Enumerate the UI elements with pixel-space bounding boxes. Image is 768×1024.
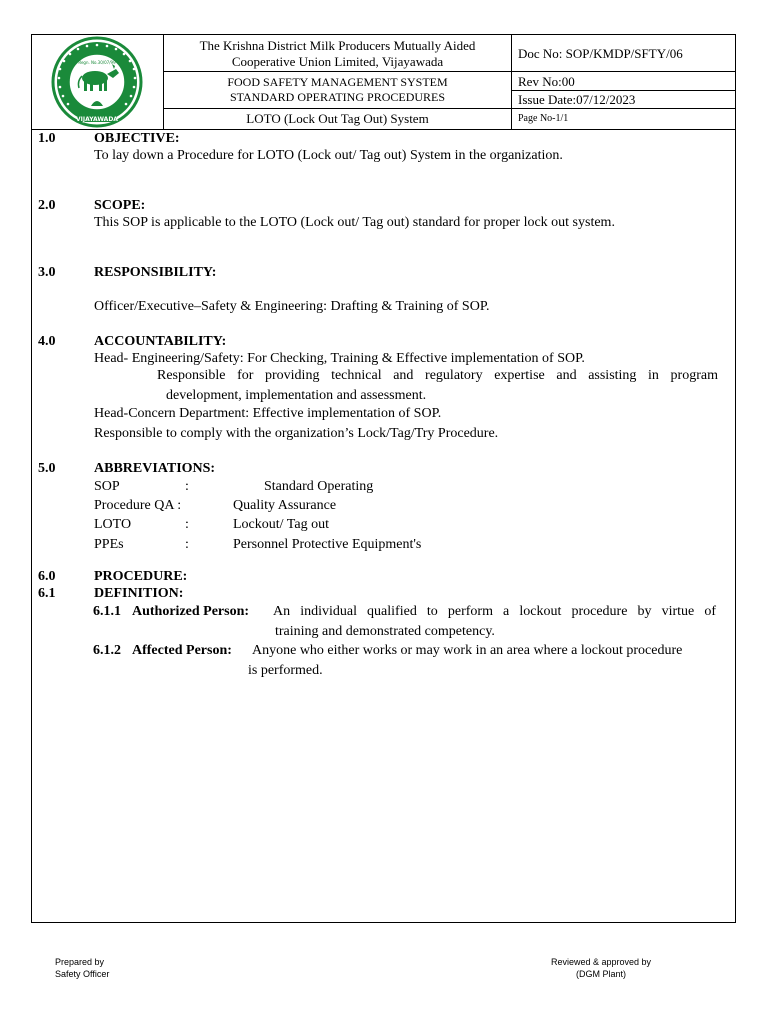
organization-name — [164, 38, 511, 70]
abbreviation-meaning-sop: Standard Operating — [264, 479, 374, 494]
abbreviation-sep-loto: : — [185, 517, 189, 532]
section-title-abbreviations: ABBREVIATIONS: — [94, 461, 216, 476]
section-number-procedure: 6.0 — [38, 569, 56, 584]
section-title-objective: OBJECTIVE: — [94, 131, 180, 146]
page-number: Page No-1/1 — [518, 113, 569, 124]
header-row-line-3 — [163, 108, 736, 109]
section-number-abbreviations: 5.0 — [38, 461, 56, 476]
definition-text-authorized-line2: training and demonstrated competency. — [275, 624, 495, 639]
organization-name-line1: The Krishna District Milk Producers Mutually Aided — [199, 38, 476, 53]
prepared-by-role: Safety Officer — [55, 969, 110, 979]
svg-text:VIJAYAWADA: VIJAYAWADA — [76, 116, 118, 123]
prepared-by — [55, 956, 109, 980]
doc-number: Doc No: SOP/KMDP/SFTY/06 — [518, 46, 683, 61]
accountability-line-1: Head- Engineering/Safety: For Checking, Training & Effective implementation of SOP. — [94, 351, 585, 366]
responsibility-text: Officer/Executive–Safety & Engineering: Drafting & Training of SOP. — [94, 299, 490, 314]
definition-term-affected: Affected Person: — [132, 643, 232, 658]
organization-name-line2: Cooperative Union Limited, Vijayawada — [231, 54, 444, 69]
abbreviation-term-ppes: PPEs — [94, 537, 124, 552]
abbreviation-meaning-ppes: Personnel Protective Equipment's — [233, 537, 422, 552]
system-name-line2: STANDARD OPERATING PROCEDURES — [229, 90, 446, 104]
abbreviation-meaning-qa: Quality Assurance — [233, 498, 337, 513]
prepared-by-label: Prepared by — [55, 957, 105, 967]
section-number-responsibility: 3.0 — [38, 265, 56, 280]
subsection-title-definition: DEFINITION: — [94, 586, 184, 601]
abbreviation-term-loto: LOTO — [94, 517, 132, 532]
section-number-objective: 1.0 — [38, 131, 56, 146]
abbreviation-term-sop: SOP — [94, 479, 120, 494]
revision-number: Rev No:00 — [518, 74, 575, 89]
header-row-line-1 — [163, 71, 736, 72]
approved-by-label: Reviewed & approved by — [550, 957, 652, 967]
approved-by — [540, 956, 662, 980]
accountability-line-2 — [157, 366, 718, 385]
definition-text-authorized-line1-text: An individual qualified to perform a lockout procedure by virtue of — [273, 604, 716, 619]
accountability-line-4: Head-Concern Department: Effective implementation of SOP. — [94, 406, 442, 421]
abbreviation-term-qa: Procedure QA : — [94, 498, 182, 513]
accountability-line-5: Responsible to comply with the organization’s Lock/Tag/Try Procedure. — [94, 426, 499, 441]
definition-text-affected-line1: Anyone who either works or may work in an area where a lockout procedure — [252, 643, 683, 658]
system-name — [164, 75, 511, 105]
header-row-line-2 — [511, 90, 736, 91]
abbreviation-meaning-loto: Lockout/ Tag out — [233, 517, 329, 532]
definition-text-affected-line2: is performed. — [248, 663, 323, 678]
scope-text: This SOP is applicable to the LOTO (Lock out/ Tag out) standard for proper lock out system. — [94, 215, 615, 230]
abbreviation-sep-sop: : — [185, 479, 189, 494]
subsection-number-definition: 6.1 — [38, 586, 56, 601]
definition-term-authorized: Authorized Person: — [132, 604, 250, 619]
system-name-line1: FOOD SAFETY MANAGEMENT SYSTEM — [227, 75, 448, 89]
section-number-scope: 2.0 — [38, 198, 56, 213]
issue-date: Issue Date:07/12/2023 — [518, 92, 636, 107]
cow-seal-icon — [45, 36, 149, 128]
section-title-responsibility: RESPONSIBILITY: — [94, 265, 217, 280]
definition-text-authorized-line1 — [273, 602, 716, 621]
objective-text: To lay down a Procedure for LOTO (Lock out/ Tag out) System in the organization. — [94, 148, 563, 163]
definition-number-authorized: 6.1.1 — [93, 604, 121, 619]
organization-logo — [45, 36, 149, 128]
definition-number-affected: 6.1.2 — [93, 643, 121, 658]
accountability-line-3: development, implementation and assessment. — [166, 388, 427, 403]
abbreviation-sep-ppes: : — [185, 537, 189, 552]
section-title-scope: SCOPE: — [94, 198, 146, 213]
approved-by-role: (DGM Plant) — [575, 969, 626, 979]
document-title: LOTO (Lock Out Tag Out) System — [246, 111, 429, 126]
section-title-accountability: ACCOUNTABILITY: — [94, 334, 227, 349]
document-frame — [31, 34, 736, 923]
section-title-procedure: PROCEDURE: — [94, 569, 188, 584]
docinfo-divider — [511, 34, 512, 129]
section-number-accountability: 4.0 — [38, 334, 56, 349]
accountability-line-2-text: Responsible for providing technical and regulatory expertise and assisting in program — [157, 368, 718, 383]
svg-text:Regn. No.30/07/99: Regn. No.30/07/99 — [78, 60, 116, 65]
